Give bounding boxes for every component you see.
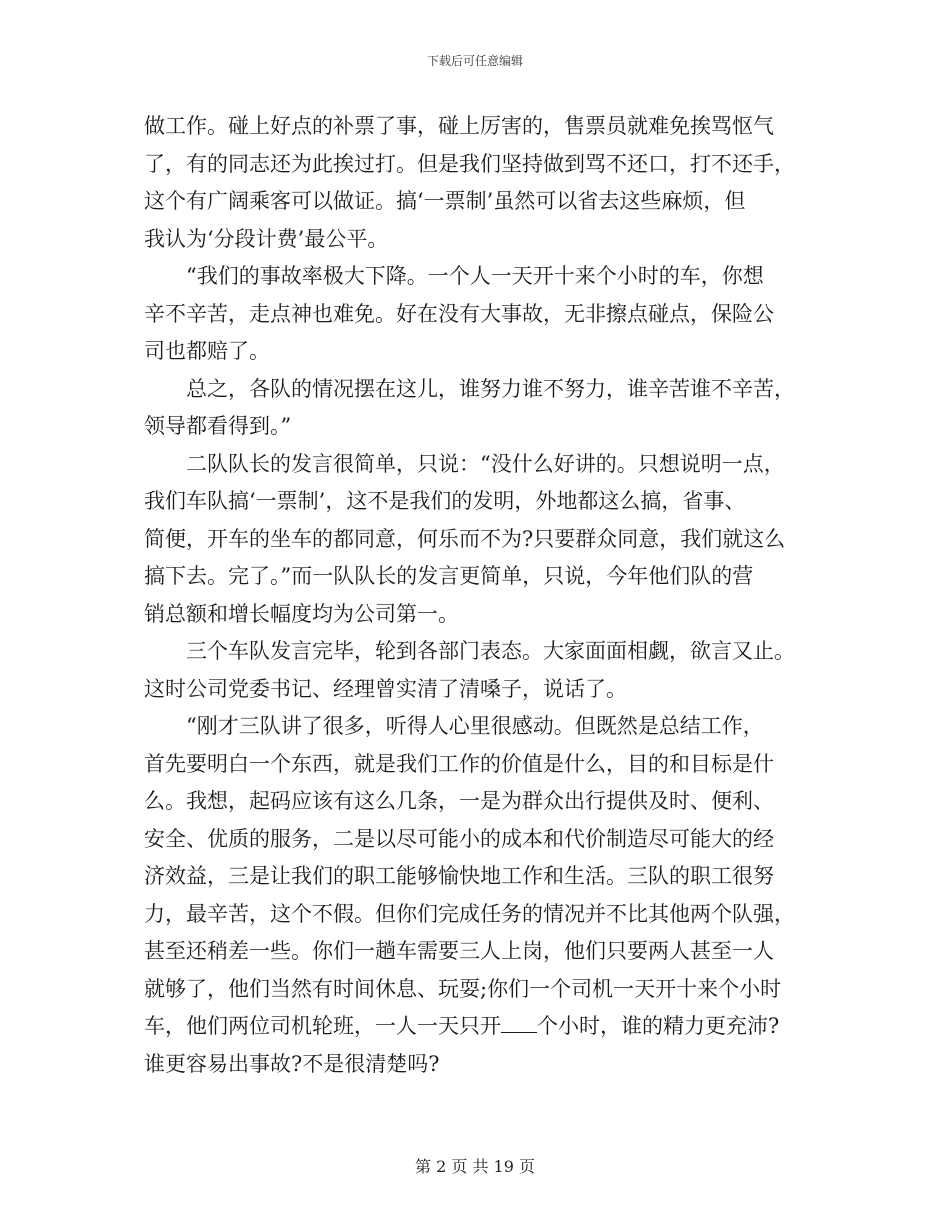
text-line: 二队队长的发言很简单，只说：“没什么好讲的。只想说明一点， (186, 451, 785, 476)
paragraph (144, 633, 809, 708)
text-line: 了，有的同志还为此挨过打。但是我们坚持做到骂不还口，打不还手， (144, 151, 795, 176)
text-line: 辛不辛苦，走点神也难免。好在没有大事故，无非擦点碰点，保险公 (144, 301, 774, 326)
text-line-with-blank (144, 1008, 809, 1046)
text-line: 总之，各队的情况摆在这儿，谁努力谁不努力，谁辛苦谁不辛苦， (186, 376, 795, 401)
paragraph (144, 446, 809, 634)
text-line: 么。我想，起码应该有这么几条，一是为群众出行提供及时、便利、 (144, 789, 774, 813)
text-line: 甚至还稍差一些。你们一趟车需要三人上岗，他们只要两人甚至一人 (144, 939, 774, 963)
text-line: 做工作。碰上好点的补票了事，碰上厉害的，售票员就难免挨骂怄气 (144, 114, 774, 138)
paragraph (144, 108, 809, 258)
document-body (144, 108, 809, 1083)
text-line: 谁更容易出事故?不是很清楚吗? (144, 1051, 440, 1076)
text-line: 我认为‘分段计费’最公平。 (144, 226, 389, 251)
paragraph (144, 708, 809, 1083)
paragraph (144, 258, 809, 371)
text-line: 我们车队搞‘一票制’，这不是我们的发明，外地都这么搞，省事、 (144, 489, 746, 513)
text-line: 就够了，他们当然有时间休息、玩耍;你们一个司机一天开十来个小时 (144, 976, 782, 1001)
paragraph (144, 371, 809, 446)
page-footer: 第 2 页 共 19 页 (415, 1157, 535, 1176)
text-line: 济效益，三是让我们的职工能够愉快地工作和生活。三队的职工很努 (144, 864, 774, 888)
text-line: 搞下去。完了。”而一队队长的发言更简单，只说，今年他们队的营 (144, 564, 754, 588)
text-line: 这个有广阔乘客可以做证。搞‘一票制’虽然可以省去这些麻烦，但 (144, 189, 746, 213)
text-line: 安全、优质的服务，二是以尽可能小的成本和代价制造尽可能大的经 (144, 826, 774, 851)
text-line: 力，最辛苦，这个不假。但你们完成任务的情况并不比其他两个队强， (144, 901, 795, 926)
text-line: 这时公司党委书记、经理曾实清了清嗓子，说话了。 (144, 676, 627, 701)
text-segment: 车，他们两位司机轮班，一人一天只开 (144, 1014, 501, 1038)
text-line: 首先要明白一个东西，就是我们工作的价值是什么，目的和目标是什 (144, 751, 774, 776)
text-line: 简便，开车的坐车的都同意，何乐而不为?只要群众同意，我们就这么 (144, 526, 786, 551)
page-header: 下载后可任意编辑 (426, 54, 523, 68)
text-line: 领导都看得到。” (144, 414, 292, 438)
text-segment: 个小时，谁的精力更充沛? (537, 1014, 780, 1038)
text-line: 销总额和增长幅度均为公司第一。 (144, 601, 459, 626)
fill-in-blank (501, 1012, 537, 1033)
text-line: “刚才三队讲了很多，听得人心里很感动。但既然是总结工作， (186, 714, 764, 738)
text-line: 三个车队发言完毕，轮到各部门表态。大家面面相觑，欲言又止。 (186, 639, 795, 663)
text-line: 司也都赔了。 (144, 339, 270, 363)
text-line: “我们的事故率极大下降。一个人一天开十来个小时的车，你想 (186, 264, 764, 288)
